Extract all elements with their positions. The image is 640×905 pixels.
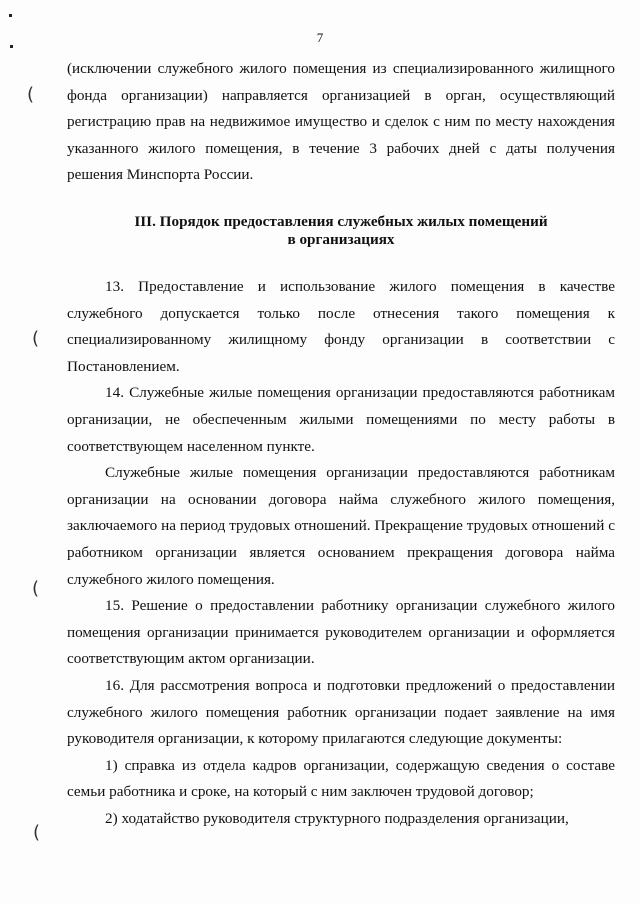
paragraph-14: 14. Служебные жилые помещения организации предоставляются работникам организации, не обеспеченным жилыми помещениями по месту работы в соответствующем населенном пункте. — [67, 384, 615, 455]
section-heading — [67, 213, 615, 249]
scan-speck — [9, 14, 12, 17]
binder-hole-mark: ( — [32, 328, 40, 349]
page-number: 7 — [316, 30, 324, 45]
intro-text: (исключении служебного жилого помещения из специализированного жилищного фонда организации) направляется организацией в орган, осуществляющий регистрацию прав на недвижимое имущество и сделок с ним по месту нахождения указанного жилого помещения, в течение 3 рабочих дней с даты получения решения Минспорта России. — [67, 60, 615, 184]
paragraph-13: 13. Предоставление и использование жилого помещения в качестве служебного допускается только после отнесения такого помещения к специализированному жилищному фонду организации в соответствии с Постановлением. — [67, 278, 615, 375]
binder-hole-mark: ( — [32, 578, 40, 599]
paragraph-16: 16. Для рассмотрения вопроса и подготовки предложений о предоставлении служебного жилого помещения работник организации подает заявление на имя руководителя организации, к которому прилагаются следующие документы: — [67, 676, 615, 748]
section-title-line-2: в организациях — [287, 231, 395, 248]
list-item-2: 2) ходатайство руководителя структурного подразделения организации, — [105, 809, 569, 827]
binder-hole-mark: ( — [27, 84, 35, 105]
section-title-line-1: III. Порядок предоставления служебных жилых помещений — [134, 213, 548, 230]
list-item-1: 1) справка из отдела кадров организации, содержащую сведения о составе семьи работника и сроке, на который с ним заключен трудовой договор; — [67, 756, 615, 801]
paragraph-14-continued: Служебные жилые помещения организации предоставляются работникам организации на основании договора найма служебного жилого помещения, заключаемого на период трудовых отношений. Прекращение трудовых отношений с работником организации является основанием прекращения договора найма служебного жилого помещения. — [67, 464, 615, 588]
paragraph-15: 15. Решение о предоставлении работнику организации служебного жилого помещения организации принимается руководителем организации и оформляется соответствующим актом организации. — [67, 597, 615, 668]
section-body — [67, 274, 615, 832]
intro-paragraph — [67, 56, 615, 189]
binder-hole-mark: ( — [33, 822, 41, 843]
